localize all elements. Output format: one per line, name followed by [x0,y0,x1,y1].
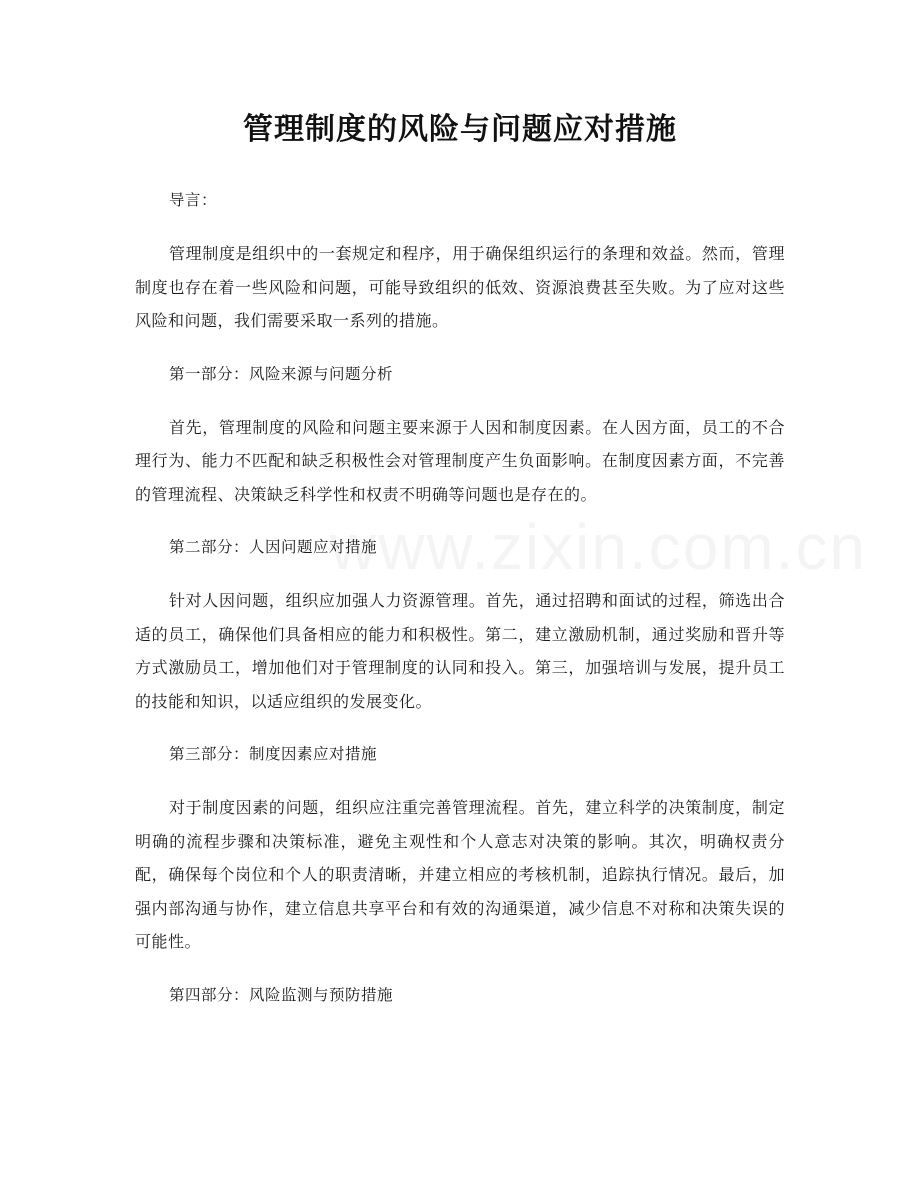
document-body [135,184,785,1032]
section-2-heading: 第二部分：人因问题应对措施 [169,538,378,556]
section-3-heading: 第三部分：制度因素应对措施 [169,745,378,763]
intro-paragraph: 管理制度是组织中的一套规定和程序，用于确保组织运行的条理和效益。然而，管理制度也存在着一些风险和问题，可能导致组织的低效、资源浪费甚至失败。为了应对这些风险和问题，我们需要采取一系列的措施。 [135,244,785,330]
intro-heading: 导言： [169,191,218,209]
section-1-heading: 第一部分：风险来源与问题分析 [169,364,394,383]
section-1-paragraph: 首先，管理制度的风险和问题主要来源于人因和制度因素。在人因方面，员工的不合理行为、能力不匹配和缺乏积极性会对管理制度产生负面影响。在制度因素方面，不完善的管理流程、决策缺乏科学性和权责不明确等问题也是存在的。 [135,417,785,504]
section-2-paragraph: 针对人因问题，组织应加强人力资源管理。首先，通过招聘和面试的过程，筛选出合适的员工，确保他们具备相应的能力和积极性。第二，建立激励机制，通过奖励和晋升等方式激励员工，增加他们对于管理制度的认同和投入。第三，加强培训与发展，提升员工的技能和知识，以适应组织的发展变化。 [135,591,785,711]
section-3-paragraph: 对于制度因素的问题，组织应注重完善管理流程。首先，建立科学的决策制度，制定明确的流程步骤和决策标准，避免主观性和个人意志对决策的影响。其次，明确权责分配，确保每个岗位和个人的职责清晰，并建立相应的考核机制，追踪执行情况。最后，加强内部沟通与协作，建立信息共享平台和有效的沟通渠道，减少信息不对称和决策失误的可能性。 [135,798,785,951]
section-4-heading: 第四部分：风险监测与预防措施 [169,985,394,1004]
document-title: 管理制度的风险与问题应对措施 [243,112,677,147]
